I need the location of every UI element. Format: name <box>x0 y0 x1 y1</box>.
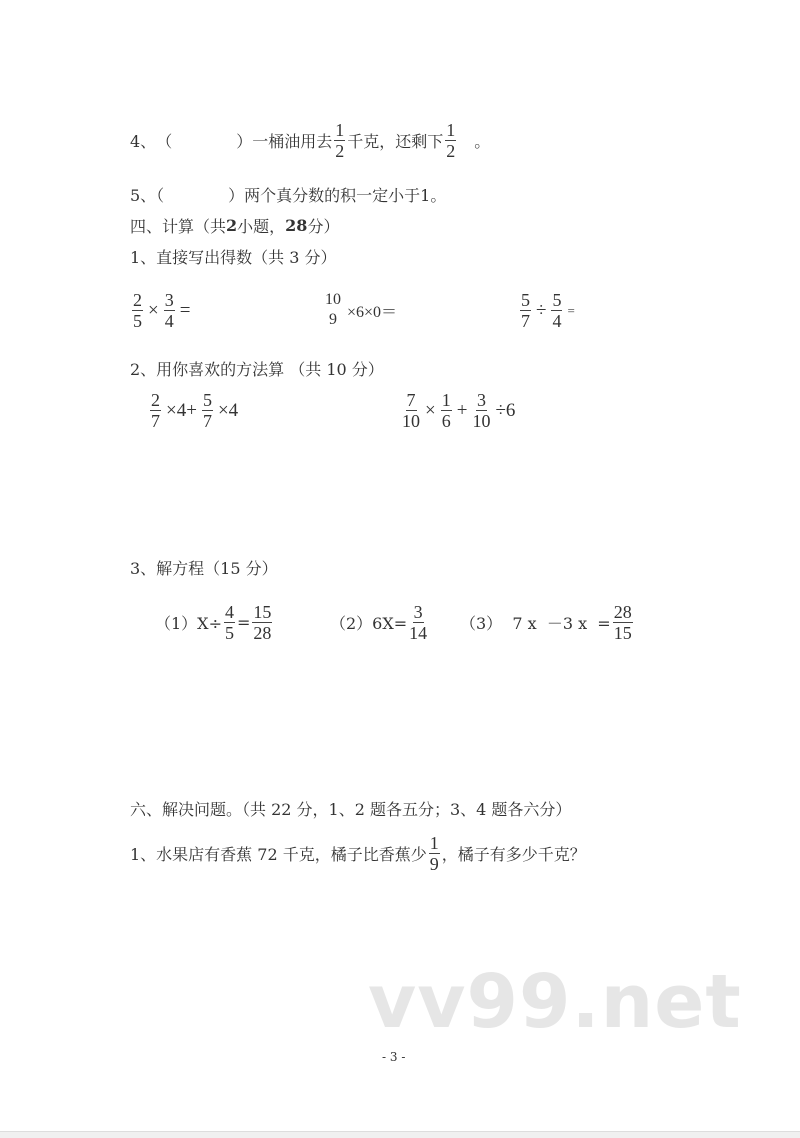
q4-text-3: 。 <box>458 132 491 151</box>
question-5: 5、（ ）两个真分数的积一定小于1。 <box>130 186 447 205</box>
equation-3: （3） 7 x －3 x = $\frac{28}{15}$ <box>460 602 632 643</box>
calc-2: 10 9 ×6×0＝ <box>325 291 398 328</box>
word-problem-1: 1、水果店有香蕉 72 千克，橘子比香蕉少 $\frac{1}{9}$ ，橘子有多少千克？ <box>130 833 586 874</box>
equation-1: （1）X÷ $\frac{4}{5}$ = $\frac{15}{28}$ <box>155 602 272 643</box>
question-4 <box>130 120 490 161</box>
section-6-heading: 六、解决问题。（共 22 分，1、2 题各五分；3、4 题各六分） <box>130 800 572 819</box>
expr-2: $\frac{7}{10}$ × $\frac{1}{6}$ + $\frac{3}{10}$ ÷6 <box>402 390 516 431</box>
calc-3: $\frac{5}{7}$ ÷ $\frac{5}{4}$ = <box>521 290 575 331</box>
part-2-title: 2、用你喜欢的方法算 （共 10 分） <box>130 360 384 379</box>
part-1-title: 1、直接写出得数（共 3 分） <box>130 248 337 267</box>
equation-2: （2）6X= $\frac{3}{14}$ <box>330 602 428 643</box>
fraction: $\frac{1}{2}$ <box>335 120 345 161</box>
q4-number: 4、 <box>130 132 157 151</box>
expr-1: $\frac{2}{7}$ ×4+ $\frac{5}{7}$ ×4 <box>151 390 239 431</box>
q4-text-1: 一桶油用去 <box>252 132 333 151</box>
watermark: vv99.net <box>368 959 742 1045</box>
part-3-title: 3、解方程（15 分） <box>130 559 278 578</box>
page-number: - 3 - <box>382 1050 406 1064</box>
section-4-heading: 四、计算（共 2 小题， 28 分） <box>130 216 340 236</box>
fraction: $\frac{1}{2}$ <box>446 120 456 161</box>
q4-answer-blank: （ ） <box>156 132 253 151</box>
calc-1: $\frac{2}{5}$ × $\frac{3}{4}$ = <box>133 290 191 331</box>
q4-text-2: 千克，还剩下 <box>347 132 444 151</box>
